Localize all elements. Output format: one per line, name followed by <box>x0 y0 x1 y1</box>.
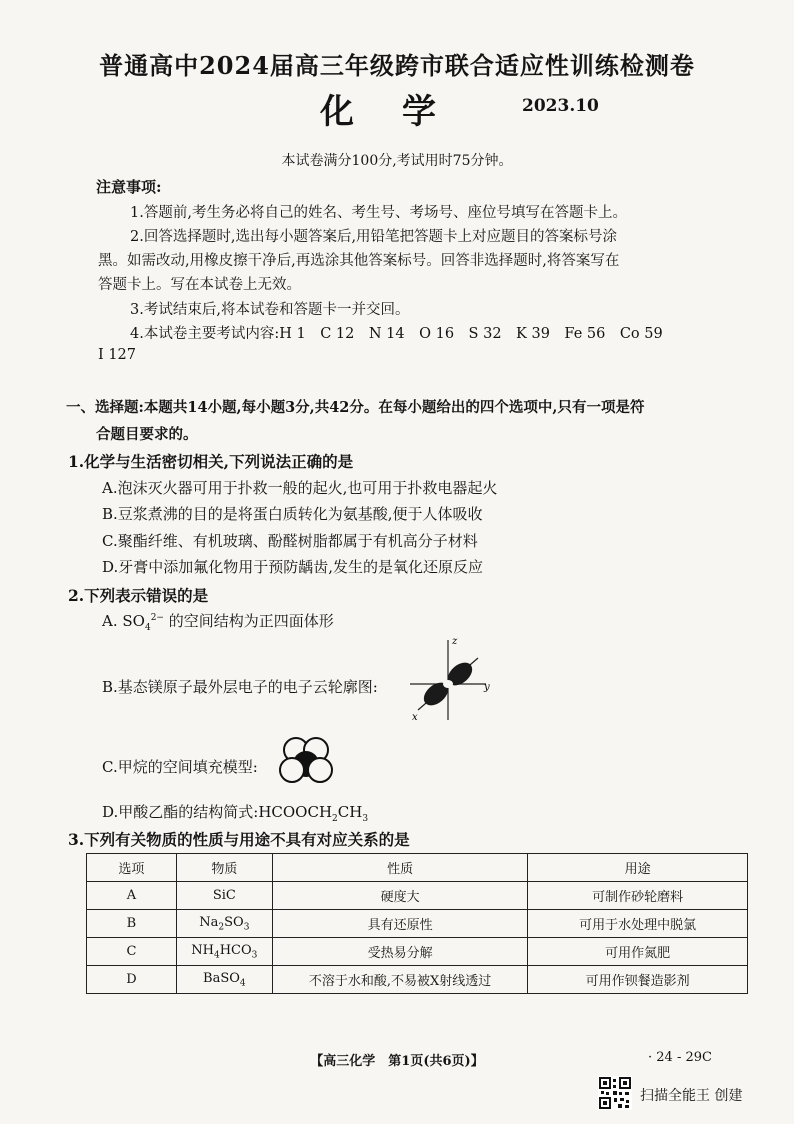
notice-line: 1.答题前,考生务必将自己的姓名、考生号、考场号、座位号填写在答题卡上。 <box>130 205 627 221</box>
row-substance <box>176 966 272 994</box>
q2-sulfate-subscript: 4 <box>144 623 151 633</box>
formula-subscript: 4 <box>239 978 246 989</box>
properties-table <box>86 853 748 994</box>
formula-subscript: 2 <box>218 922 225 933</box>
substance-formula-part: SO <box>224 914 244 930</box>
qr-code-icon <box>598 1076 632 1110</box>
formula-subscript: 3 <box>243 922 250 933</box>
exam-code: · 24 - 29C <box>648 1050 712 1065</box>
row-use: 可用作钡餐造影剂 <box>528 966 748 994</box>
q1-option-b: B.豆浆煮沸的目的是将蛋白质转化为氨基酸,便于人体吸收 <box>102 505 483 523</box>
formula-subscript: 3 <box>251 950 258 961</box>
formula-subscript: 4 <box>213 950 220 961</box>
row-option: B <box>87 910 177 938</box>
notice-line: 3.考试结束后,将本试卷和答题卡一并交回。 <box>130 302 410 318</box>
axis-y-label: y <box>484 682 490 693</box>
q1-option-c: C.聚酯纤维、有机玻璃、酚醛树脂都属于有机高分子材料 <box>102 532 478 550</box>
exam-title: 普通高中2024届高三年级跨市联合适应性训练检测卷 <box>99 51 695 80</box>
notice-line: 黑。如需改动,用橡皮擦干净后,再选涂其他答案标号。回答非选择题时,将答案写在 <box>98 253 620 269</box>
row-substance <box>176 938 272 966</box>
q2-option-a-text: A. SO <box>102 612 145 630</box>
methane-model-icon <box>278 736 334 788</box>
table-row <box>87 910 748 938</box>
notice-line: I 127 <box>98 347 137 363</box>
table-row <box>87 966 748 994</box>
notice-heading: 注意事项: <box>96 178 162 196</box>
substance-formula: Na <box>199 914 219 930</box>
q2-option-d-sub2: 3 <box>362 814 369 824</box>
row-option: A <box>87 882 177 910</box>
row-substance <box>176 910 272 938</box>
row-use: 可用于水处理中脱氯 <box>528 910 748 938</box>
row-option: D <box>87 966 177 994</box>
axis-z-label: z <box>452 636 458 647</box>
table-row <box>87 882 748 910</box>
substance-formula: SiC <box>212 888 236 903</box>
q2-option-a <box>102 610 334 633</box>
q1-option-d: D.牙膏中添加氟化物用于预防龋齿,发生的是氧化还原反应 <box>102 558 484 576</box>
header-option: 选项 <box>87 854 177 882</box>
axis-x-label: x <box>412 712 418 723</box>
row-option: C <box>87 938 177 966</box>
row-use: 可用作氮肥 <box>528 938 748 966</box>
question-2-stem: 2.下列表示错误的是 <box>68 586 209 605</box>
exam-intro: 本试卷满分100分,考试用时75分钟。 <box>281 153 513 169</box>
q2-option-d <box>102 801 368 824</box>
section-heading: 一、选择题:本题共14小题,每小题3分,共42分。在每小题给出的四个选项中,只有一项是符 <box>66 399 645 416</box>
electron-cloud-diagram-icon <box>404 632 496 724</box>
table-row <box>87 938 748 966</box>
question-3-stem: 3.下列有关物质的性质与用途不具有对应关系的是 <box>68 830 410 849</box>
substance-formula-part: HCO <box>219 942 252 958</box>
section-heading-cont: 合题目要求的。 <box>96 426 198 443</box>
q2-option-c: C.甲烷的空间填充模型: <box>102 758 258 776</box>
q2-option-b: B.基态镁原子最外层电子的电子云轮廓图: <box>102 678 378 696</box>
header-substance: 物质 <box>176 854 272 882</box>
table-header-row <box>87 854 748 882</box>
row-property: 硬度大 <box>272 882 528 910</box>
header-property: 性质 <box>272 854 528 882</box>
q2-sulfate-charge: 2− <box>150 613 164 623</box>
row-property: 具有还原性 <box>272 910 528 938</box>
row-property: 不溶于水和酸,不易被X射线透过 <box>272 966 528 994</box>
q2-option-d-mid: CH <box>337 803 363 821</box>
substance-formula: NH <box>191 942 214 958</box>
scanner-watermark: 扫描全能王 创建 <box>640 1088 743 1104</box>
row-use: 可制作砂轮磨料 <box>528 882 748 910</box>
q2-option-a-rest: 的空间结构为正四面体形 <box>163 612 334 630</box>
header-use: 用途 <box>528 854 748 882</box>
substance-formula: BaSO <box>203 970 240 986</box>
q2-option-d-text: D.甲酸乙酯的结构简式:HCOOCH <box>102 803 333 821</box>
notice-line: 答题卡上。写在本试卷上无效。 <box>98 277 301 293</box>
row-property: 受热易分解 <box>272 938 528 966</box>
subject-title: 化学 <box>320 92 484 132</box>
q1-option-a: A.泡沫灭火器可用于扑救一般的起火,也可用于扑救电器起火 <box>102 479 498 497</box>
exam-date: 2023.10 <box>522 96 599 116</box>
page-footer: 【高三化学 第1页(共6页)】 <box>310 1054 484 1069</box>
row-substance <box>176 882 272 910</box>
notice-line: 4.本试卷主要考试内容:H 1 C 12 N 14 O 16 S 32 K 39 Fe 56 Co 59 <box>130 326 663 342</box>
question-1-stem: 1.化学与生活密切相关,下列说法正确的是 <box>68 452 354 471</box>
notice-line: 2.回答选择题时,选出每小题答案后,用铅笔把答题卡上对应题目的答案标号涂 <box>130 229 618 245</box>
q2-option-d-sub1: 2 <box>332 814 338 824</box>
